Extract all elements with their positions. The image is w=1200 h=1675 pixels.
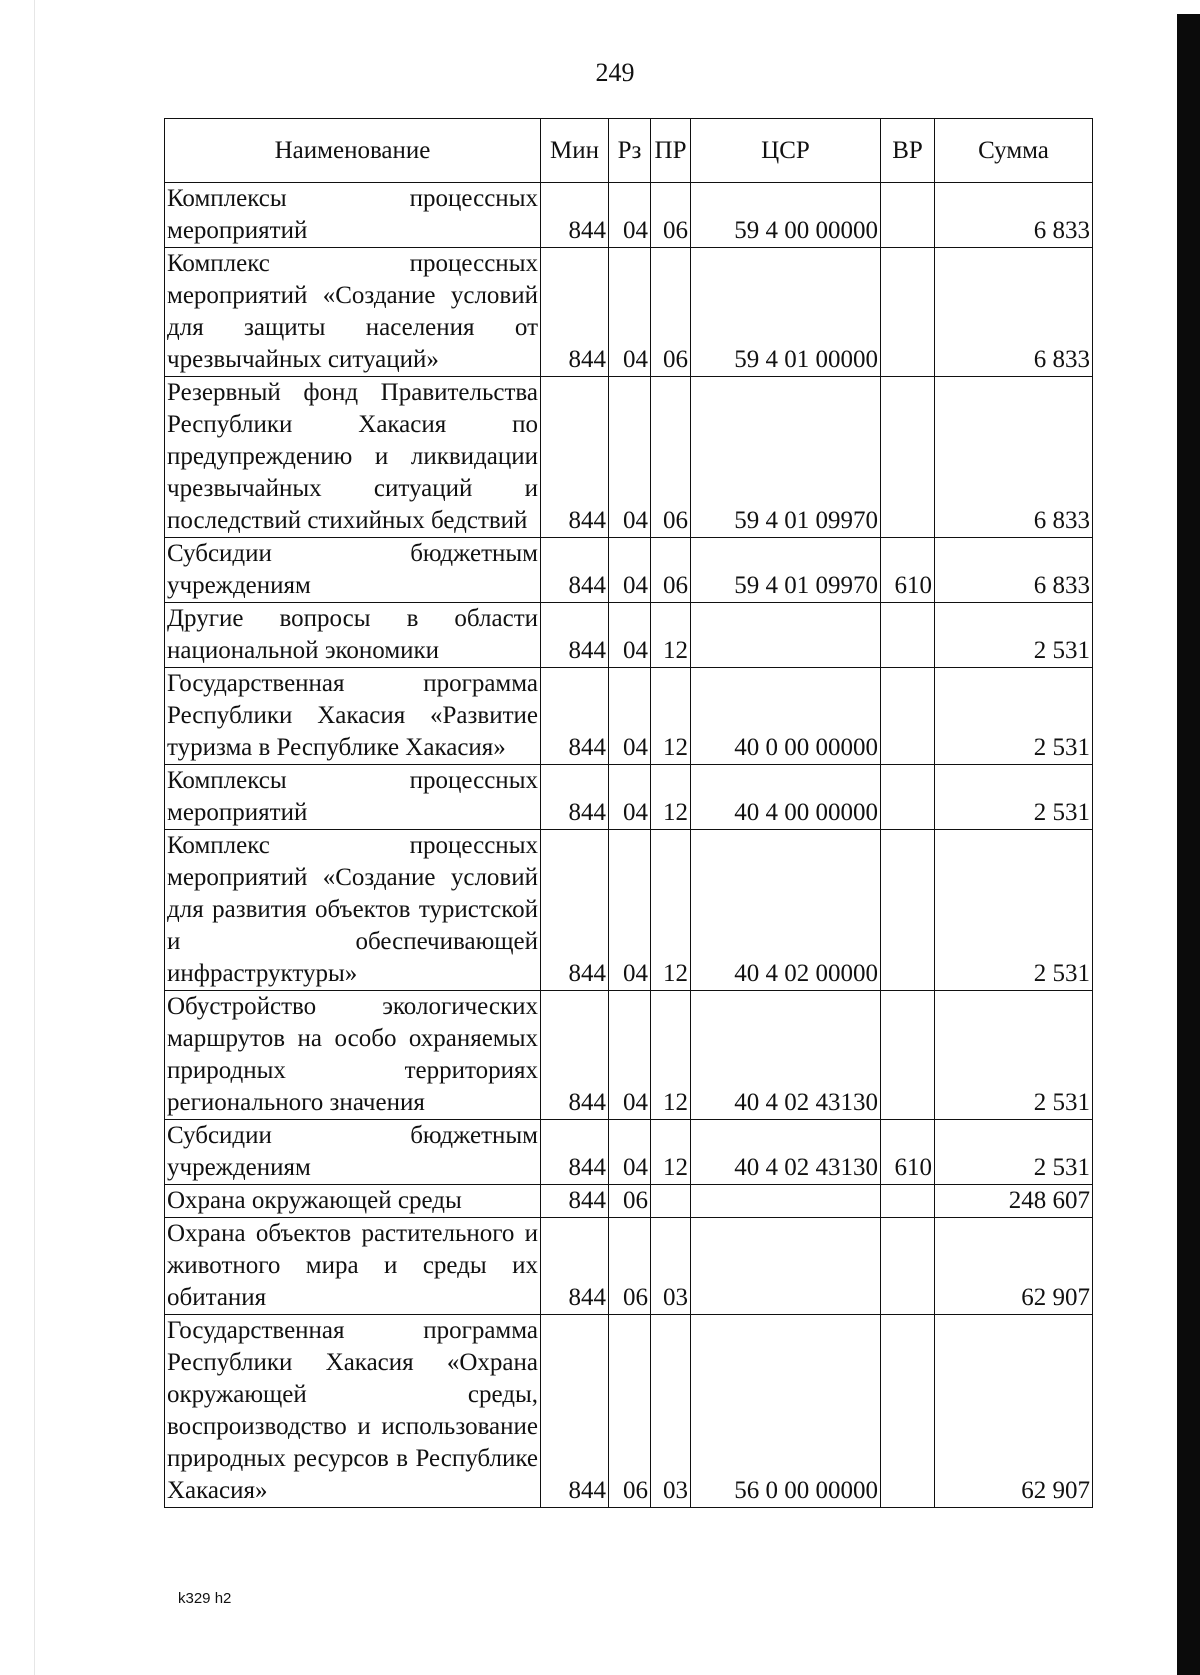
cell-sum: 2 531 (935, 830, 1093, 991)
cell-vr (881, 377, 935, 538)
cell-csr (691, 603, 881, 668)
cell-rz: 04 (609, 991, 651, 1120)
cell-rz: 04 (609, 377, 651, 538)
cell-csr: 40 4 02 43130 (691, 991, 881, 1120)
cell-min: 844 (541, 830, 609, 991)
cell-csr: 40 4 00 00000 (691, 765, 881, 830)
table-row (165, 1120, 1093, 1185)
cell-csr: 40 4 02 43130 (691, 1120, 881, 1185)
header-sum: Сумма (935, 119, 1093, 183)
cell-pr: 06 (651, 248, 691, 377)
cell-min: 844 (541, 765, 609, 830)
header-min: Мин (541, 119, 609, 183)
cell-sum: 2 531 (935, 765, 1093, 830)
cell-min: 844 (541, 1218, 609, 1315)
cell-name: Субсидии бюджетным учреждениям (165, 1120, 541, 1185)
cell-sum: 6 833 (935, 377, 1093, 538)
cell-vr: 610 (881, 538, 935, 603)
cell-name: Резервный фонд Правительства Республики Хакасия по предупреждению и ликвидации чрезвычайных ситуаций и последствий стихийных бедствий (165, 377, 541, 538)
table-row (165, 603, 1093, 668)
table-row (165, 248, 1093, 377)
cell-pr: 12 (651, 603, 691, 668)
cell-csr (691, 1218, 881, 1315)
cell-pr: 12 (651, 765, 691, 830)
cell-vr (881, 1315, 935, 1508)
header-name: Наименование (165, 119, 541, 183)
cell-sum: 2 531 (935, 1120, 1093, 1185)
cell-pr: 12 (651, 668, 691, 765)
cell-min: 844 (541, 1120, 609, 1185)
cell-name: Комплекс процессных мероприятий «Создание условий для развития объектов туристской и обеспечивающей инфраструктуры» (165, 830, 541, 991)
cell-min: 844 (541, 1185, 609, 1218)
scan-edge-right (1177, 14, 1200, 1675)
cell-csr: 40 0 00 00000 (691, 668, 881, 765)
table-body (165, 183, 1093, 1508)
footer-code: k329 h2 (178, 1590, 232, 1607)
cell-vr (881, 183, 935, 248)
table-row (165, 991, 1093, 1120)
table-row (165, 538, 1093, 603)
cell-min: 844 (541, 538, 609, 603)
cell-min: 844 (541, 377, 609, 538)
cell-min: 844 (541, 668, 609, 765)
cell-pr (651, 1185, 691, 1218)
cell-csr: 59 4 01 09970 (691, 377, 881, 538)
cell-name: Комплексы процессных мероприятий (165, 765, 541, 830)
cell-name: Обустройство экологических маршрутов на особо охраняемых природных территориях регионального значения (165, 991, 541, 1120)
cell-name: Охрана объектов растительного и животного мира и среды их обитания (165, 1218, 541, 1315)
cell-rz: 06 (609, 1185, 651, 1218)
scan-edge-left (34, 0, 35, 1675)
cell-sum: 248 607 (935, 1185, 1093, 1218)
table-row (165, 830, 1093, 991)
cell-csr: 59 4 01 09970 (691, 538, 881, 603)
cell-sum: 62 907 (935, 1218, 1093, 1315)
cell-name: Комплексы процессных мероприятий (165, 183, 541, 248)
cell-csr: 56 0 00 00000 (691, 1315, 881, 1508)
cell-csr: 40 4 02 00000 (691, 830, 881, 991)
cell-pr: 06 (651, 183, 691, 248)
cell-min: 844 (541, 603, 609, 668)
cell-vr (881, 1218, 935, 1315)
cell-rz: 04 (609, 183, 651, 248)
table-row (165, 1185, 1093, 1218)
cell-rz: 06 (609, 1218, 651, 1315)
cell-vr: 610 (881, 1120, 935, 1185)
header-csr: ЦСР (691, 119, 881, 183)
cell-pr: 12 (651, 991, 691, 1120)
cell-name: Комплекс процессных мероприятий «Создание условий для защиты населения от чрезвычайных ситуаций» (165, 248, 541, 377)
cell-pr: 12 (651, 830, 691, 991)
cell-pr: 06 (651, 538, 691, 603)
cell-rz: 04 (609, 668, 651, 765)
cell-vr (881, 991, 935, 1120)
cell-rz: 04 (609, 830, 651, 991)
cell-pr: 03 (651, 1315, 691, 1508)
cell-rz: 04 (609, 538, 651, 603)
table-row (165, 668, 1093, 765)
header-pr: ПР (651, 119, 691, 183)
cell-rz: 04 (609, 603, 651, 668)
cell-sum: 2 531 (935, 668, 1093, 765)
cell-name: Государственная программа Республики Хакасия «Развитие туризма в Республике Хакасия» (165, 668, 541, 765)
cell-sum: 2 531 (935, 991, 1093, 1120)
cell-rz: 04 (609, 248, 651, 377)
table-row (165, 377, 1093, 538)
page-number: 249 (595, 58, 635, 87)
table-header-row (165, 119, 1093, 183)
header-vr: ВР (881, 119, 935, 183)
cell-rz: 06 (609, 1315, 651, 1508)
cell-rz: 04 (609, 765, 651, 830)
cell-vr (881, 248, 935, 377)
table-row (165, 765, 1093, 830)
budget-table (164, 118, 1093, 1508)
cell-csr: 59 4 00 00000 (691, 183, 881, 248)
cell-sum: 62 907 (935, 1315, 1093, 1508)
cell-vr (881, 830, 935, 991)
cell-name: Другие вопросы в области национальной экономики (165, 603, 541, 668)
header-rz: Рз (609, 119, 651, 183)
cell-csr: 59 4 01 00000 (691, 248, 881, 377)
cell-sum: 6 833 (935, 538, 1093, 603)
cell-csr (691, 1185, 881, 1218)
cell-vr (881, 603, 935, 668)
table-row (165, 183, 1093, 248)
table-row (165, 1315, 1093, 1508)
cell-min: 844 (541, 248, 609, 377)
cell-sum: 6 833 (935, 248, 1093, 377)
cell-vr (881, 765, 935, 830)
cell-rz: 04 (609, 1120, 651, 1185)
cell-name: Государственная программа Республики Хакасия «Охрана окружающей среды, воспроизводство и использование природных ресурсов в Республике Хакасия» (165, 1315, 541, 1508)
cell-sum: 6 833 (935, 183, 1093, 248)
cell-sum: 2 531 (935, 603, 1093, 668)
cell-min: 844 (541, 183, 609, 248)
cell-name: Субсидии бюджетным учреждениям (165, 538, 541, 603)
cell-pr: 03 (651, 1218, 691, 1315)
cell-min: 844 (541, 1315, 609, 1508)
cell-min: 844 (541, 991, 609, 1120)
cell-pr: 06 (651, 377, 691, 538)
cell-vr (881, 668, 935, 765)
cell-pr: 12 (651, 1120, 691, 1185)
cell-name: Охрана окружающей среды (165, 1185, 541, 1218)
table-row (165, 1218, 1093, 1315)
cell-vr (881, 1185, 935, 1218)
